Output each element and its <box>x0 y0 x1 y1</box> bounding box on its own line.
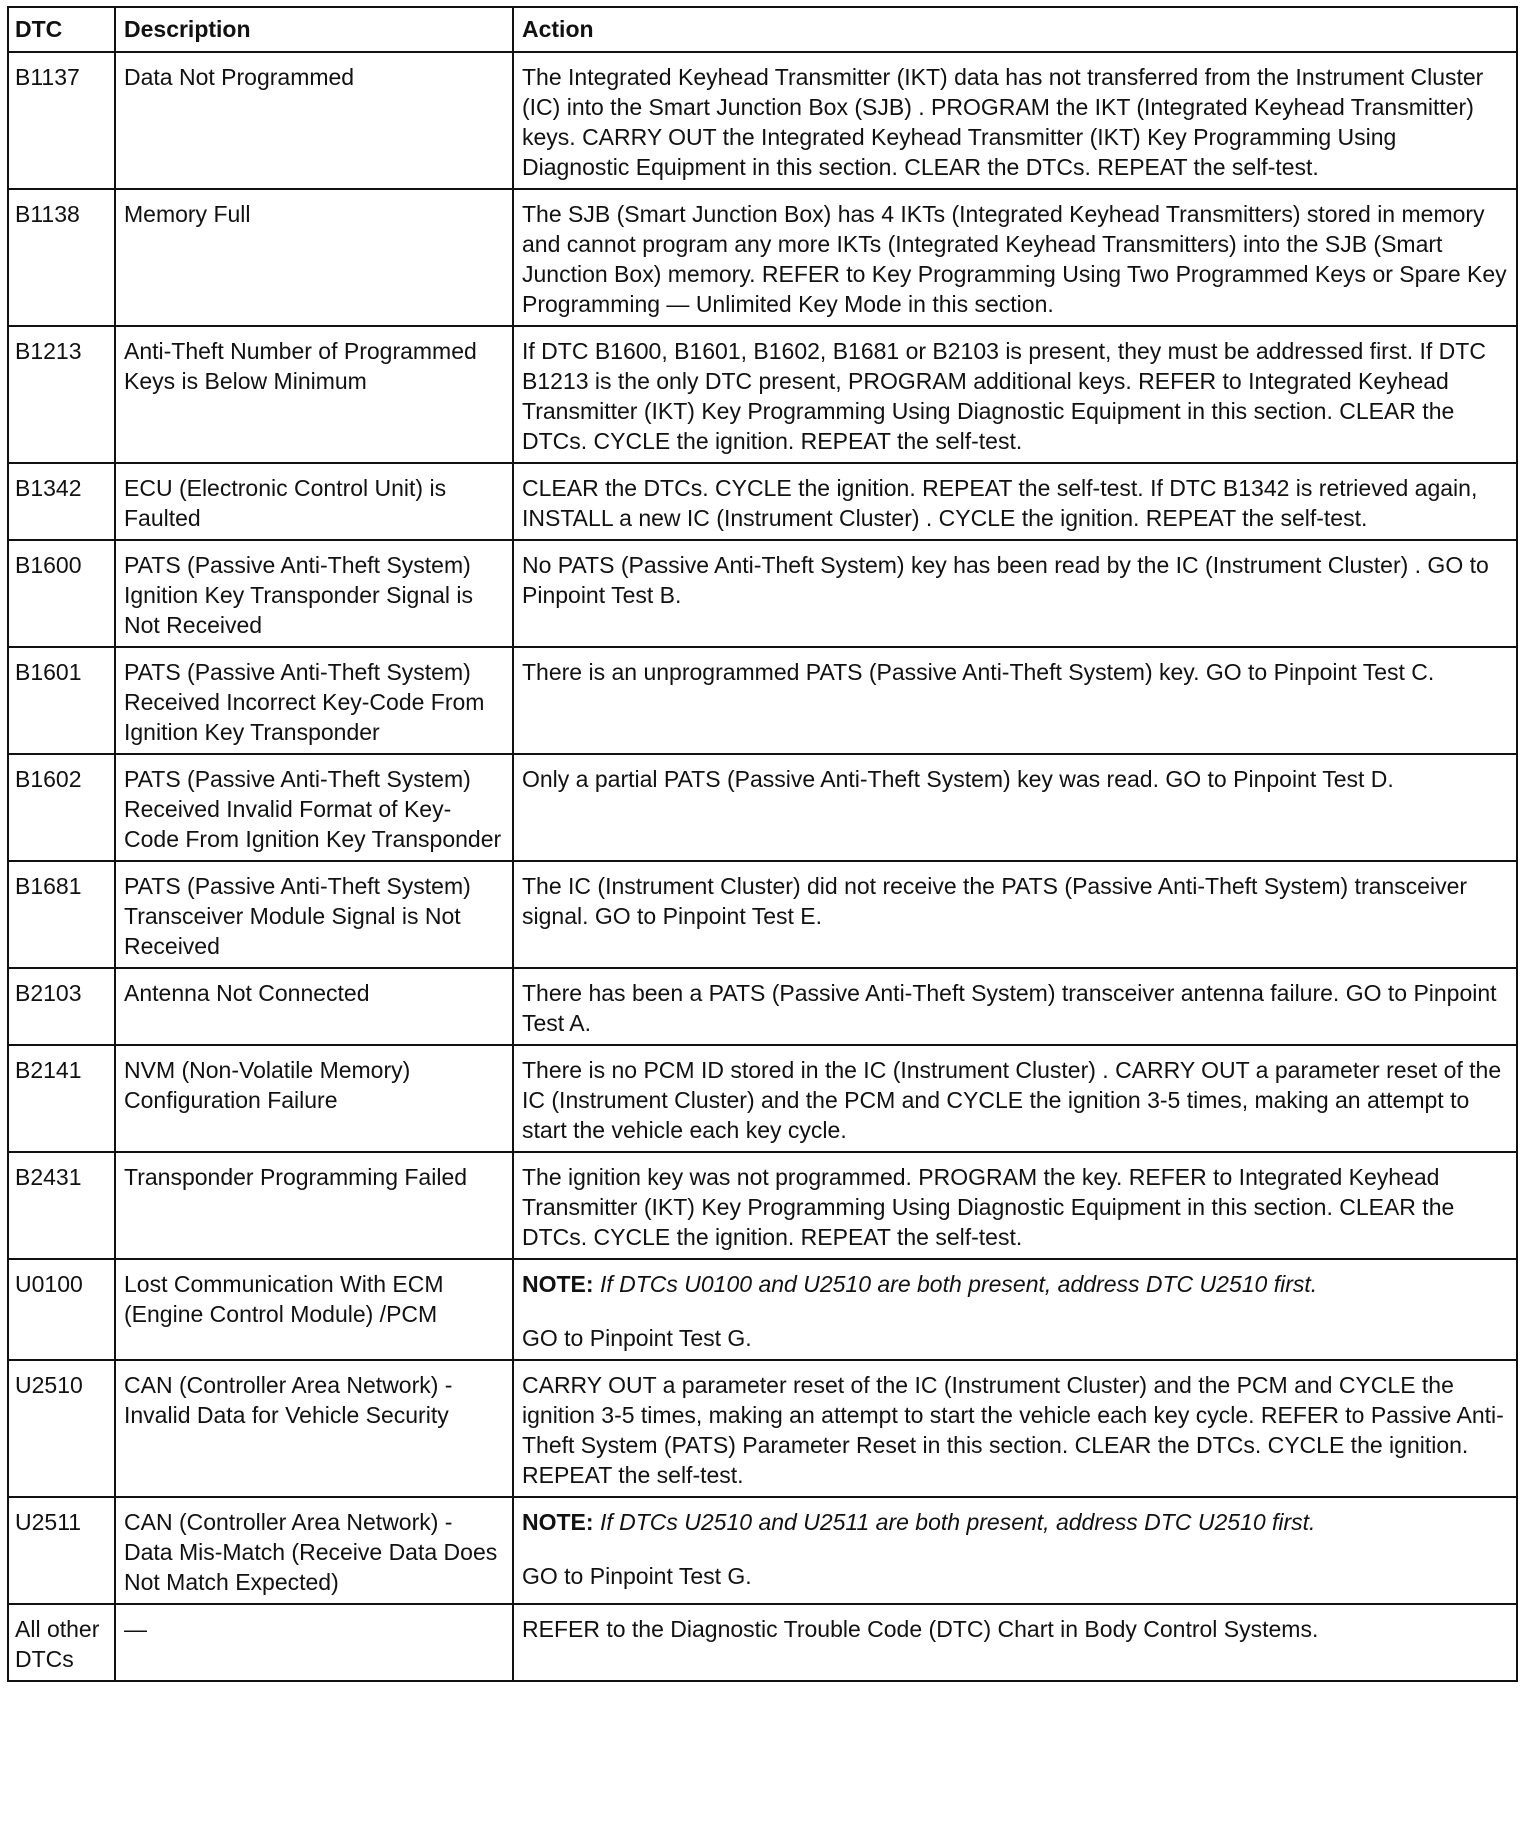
cell-action <box>513 1259 1517 1360</box>
table-row <box>8 861 1517 968</box>
cell-action: No PATS (Passive Anti-Theft System) key has been read by the IC (Instrument Cluster) . GO to Pinpoint Test B. <box>513 540 1517 647</box>
cell-action: If DTC B1600, B1601, B1602, B1681 or B2103 is present, they must be addressed first. If DTC B1213 is the only DTC present, PROGRAM additional keys. REFER to Integrated Keyhead Transmitter (IKT) Key Programming Using Diagnostic Equipment in this section. CLEAR the DTCs. CYCLE the ignition. REPEAT the self-test. <box>513 326 1517 463</box>
table-row <box>8 1497 1517 1604</box>
note <box>522 1507 1508 1537</box>
table-row <box>8 52 1517 189</box>
table-row <box>8 540 1517 647</box>
table-row <box>8 1604 1517 1681</box>
cell-action: The ignition key was not programmed. PROGRAM the key. REFER to Integrated Keyhead Transmitter (IKT) Key Programming Using Diagnostic Equipment in this section. CLEAR the DTCs. CYCLE the ignition. REPEAT the self-test. <box>513 1152 1517 1259</box>
dtc-table <box>7 6 1518 1682</box>
cell-dtc: U0100 <box>8 1259 115 1360</box>
note <box>522 1269 1508 1299</box>
header-action: Action <box>513 7 1517 52</box>
cell-dtc: B1681 <box>8 861 115 968</box>
cell-dtc: B1342 <box>8 463 115 540</box>
cell-description: Anti-Theft Number of Programmed Keys is Below Minimum <box>115 326 513 463</box>
cell-description: Antenna Not Connected <box>115 968 513 1045</box>
cell-dtc: U2510 <box>8 1360 115 1497</box>
cell-action: There is no PCM ID stored in the IC (Instrument Cluster) . CARRY OUT a parameter reset of the IC (Instrument Cluster) and the PCM and CYCLE the ignition 3-5 times, making an attempt to start the vehicle each key cycle. <box>513 1045 1517 1152</box>
action-text: GO to Pinpoint Test G. <box>522 1563 752 1589</box>
cell-action: The IC (Instrument Cluster) did not receive the PATS (Passive Anti-Theft System) transceiver signal. GO to Pinpoint Test E. <box>513 861 1517 968</box>
table-row <box>8 463 1517 540</box>
table-row <box>8 647 1517 754</box>
cell-dtc: B1213 <box>8 326 115 463</box>
cell-dtc: B2103 <box>8 968 115 1045</box>
cell-dtc: B1138 <box>8 189 115 326</box>
table-row <box>8 1360 1517 1497</box>
cell-description: PATS (Passive Anti-Theft System) Received Invalid Format of Key-Code From Ignition Key Transponder <box>115 754 513 861</box>
table-row <box>8 1259 1517 1360</box>
table-header-row <box>8 7 1517 52</box>
cell-action: There is an unprogrammed PATS (Passive Anti-Theft System) key. GO to Pinpoint Test C. <box>513 647 1517 754</box>
cell-description: PATS (Passive Anti-Theft System) Received Incorrect Key-Code From Ignition Key Transponder <box>115 647 513 754</box>
cell-description: — <box>115 1604 513 1681</box>
cell-dtc: B1137 <box>8 52 115 189</box>
cell-description: Memory Full <box>115 189 513 326</box>
cell-action: CLEAR the DTCs. CYCLE the ignition. REPEAT the self-test. If DTC B1342 is retrieved again, INSTALL a new IC (Instrument Cluster) . CYCLE the ignition. REPEAT the self-test. <box>513 463 1517 540</box>
cell-description: PATS (Passive Anti-Theft System) Transceiver Module Signal is Not Received <box>115 861 513 968</box>
cell-dtc: All other DTCs <box>8 1604 115 1681</box>
note-label: NOTE: <box>522 1509 594 1535</box>
note-label: NOTE: <box>522 1271 594 1297</box>
cell-description: CAN (Controller Area Network) - Invalid Data for Vehicle Security <box>115 1360 513 1497</box>
action-text: GO to Pinpoint Test G. <box>522 1325 752 1351</box>
cell-action: There has been a PATS (Passive Anti-Theft System) transceiver antenna failure. GO to Pinpoint Test A. <box>513 968 1517 1045</box>
cell-description: Lost Communication With ECM (Engine Control Module) /PCM <box>115 1259 513 1360</box>
cell-action: Only a partial PATS (Passive Anti-Theft System) key was read. GO to Pinpoint Test D. <box>513 754 1517 861</box>
table-row <box>8 968 1517 1045</box>
cell-dtc: B2141 <box>8 1045 115 1152</box>
cell-dtc: U2511 <box>8 1497 115 1604</box>
header-description: Description <box>115 7 513 52</box>
table-row <box>8 754 1517 861</box>
cell-description: Transponder Programming Failed <box>115 1152 513 1259</box>
cell-action: REFER to the Diagnostic Trouble Code (DTC) Chart in Body Control Systems. <box>513 1604 1517 1681</box>
note-text: If DTCs U0100 and U2510 are both present, address DTC U2510 first. <box>599 1271 1318 1297</box>
cell-dtc: B1600 <box>8 540 115 647</box>
note-text: If DTCs U2510 and U2511 are both present, address DTC U2510 first. <box>599 1509 1316 1535</box>
cell-description: CAN (Controller Area Network) - Data Mis-Match (Receive Data Does Not Match Expected) <box>115 1497 513 1604</box>
cell-action: The Integrated Keyhead Transmitter (IKT) data has not transferred from the Instrument Cluster (IC) into the Smart Junction Box (SJB) . PROGRAM the IKT (Integrated Keyhead Transmitter) keys. CARRY OUT the Integrated Keyhead Transmitter (IKT) Key Programming Using Diagnostic Equipment in this section. CLEAR the DTCs. REPEAT the self-test. <box>513 52 1517 189</box>
cell-description: NVM (Non-Volatile Memory) Configuration Failure <box>115 1045 513 1152</box>
cell-action: CARRY OUT a parameter reset of the IC (Instrument Cluster) and the PCM and CYCLE the ignition 3-5 times, making an attempt to start the vehicle each key cycle. REFER to Passive Anti-Theft System (PATS) Parameter Reset in this section. CLEAR the DTCs. CYCLE the ignition. REPEAT the self-test. <box>513 1360 1517 1497</box>
table-row <box>8 326 1517 463</box>
cell-action: The SJB (Smart Junction Box) has 4 IKTs (Integrated Keyhead Transmitters) stored in memory and cannot program any more IKTs (Integrated Keyhead Transmitters) into the SJB (Smart Junction Box) memory. REFER to Key Programming Using Two Programmed Keys or Spare Key Programming — Unlimited Key Mode in this section. <box>513 189 1517 326</box>
cell-dtc: B2431 <box>8 1152 115 1259</box>
cell-description: ECU (Electronic Control Unit) is Faulted <box>115 463 513 540</box>
table-row <box>8 1152 1517 1259</box>
header-dtc: DTC <box>8 7 115 52</box>
cell-description: PATS (Passive Anti-Theft System) Ignition Key Transponder Signal is Not Received <box>115 540 513 647</box>
cell-dtc: B1602 <box>8 754 115 861</box>
cell-action <box>513 1497 1517 1604</box>
cell-dtc: B1601 <box>8 647 115 754</box>
table-row <box>8 189 1517 326</box>
table-row <box>8 1045 1517 1152</box>
cell-description: Data Not Programmed <box>115 52 513 189</box>
